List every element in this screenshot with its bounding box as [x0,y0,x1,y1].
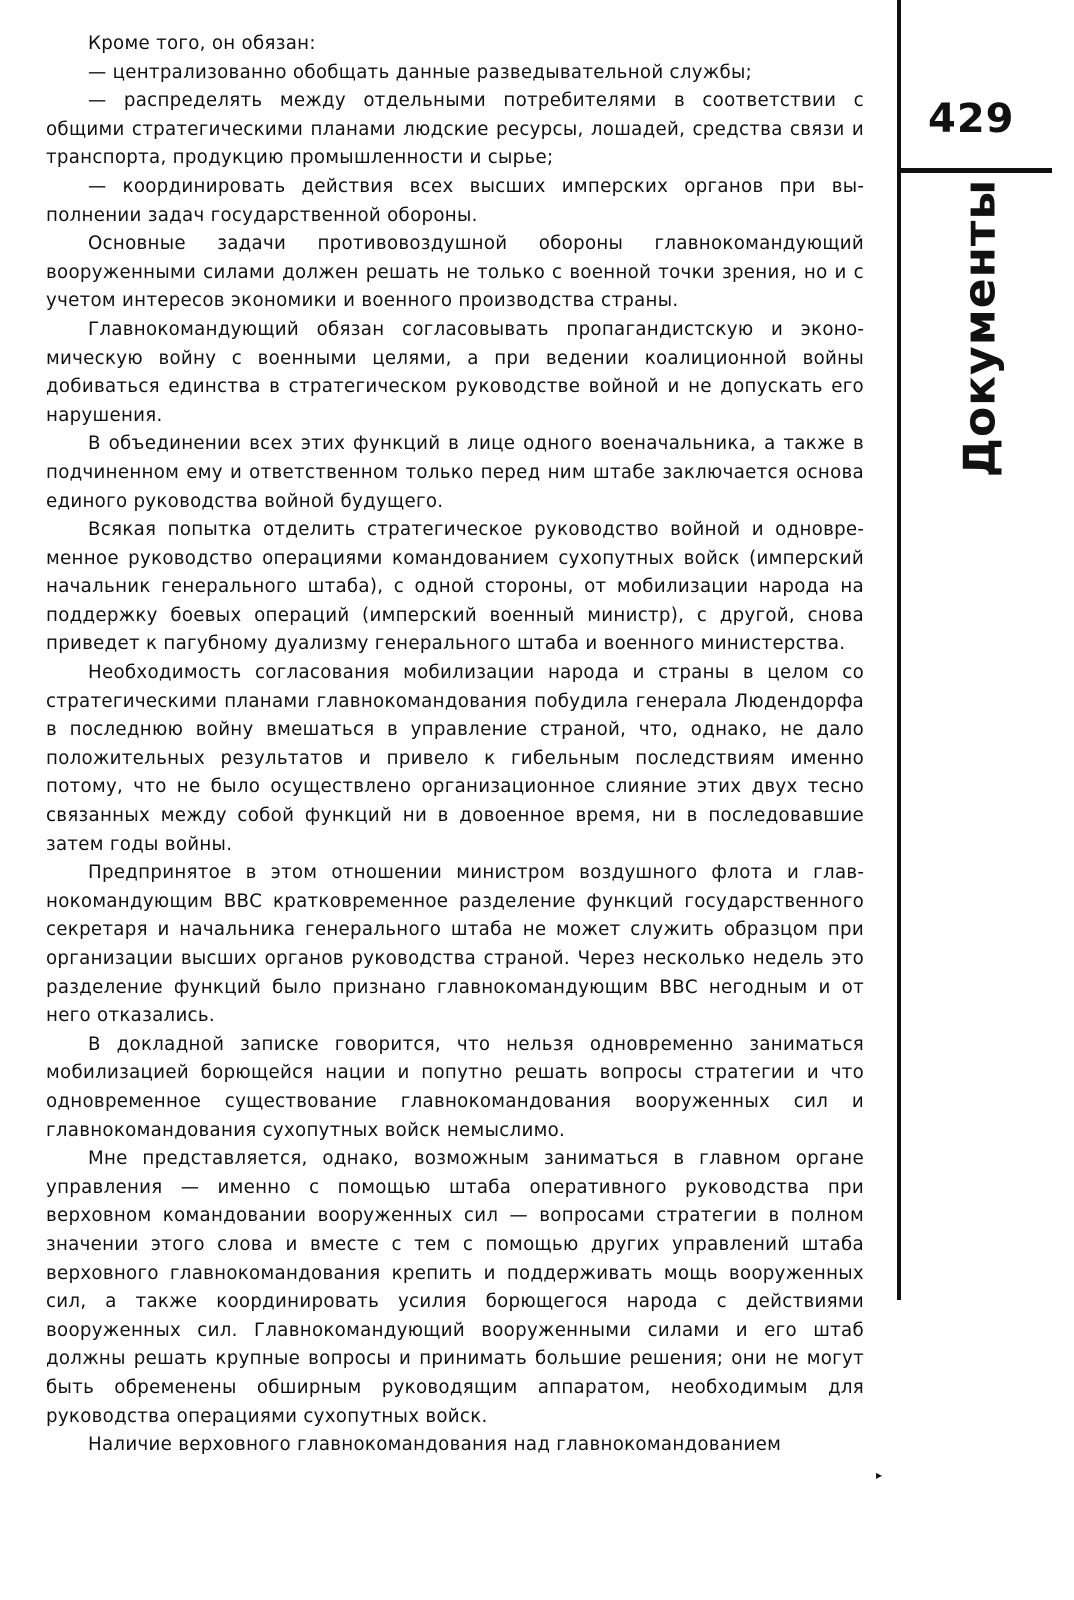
paragraph-continued: Наличие верховного главнокомандования над главнокомандованием [88,1434,782,1456]
continuation-mark-icon: ▸ [876,1468,883,1482]
paragraph-dualism: Всякая попытка отделить стратегическое руководство войной и одновременное руководство операциями командованием сухопутных войск (имперский начальник генерального штаба), с одной стороны, от мобилизации народа на поддержку боевых операций (имперский военный министр), с другой, снова приведет к пагубному дуализму генерального штаба и военного министерства. [46,519,864,655]
body-text [46,30,864,1460]
margin-vertical-rule [897,0,901,1300]
page-number-rule [897,168,1052,173]
paragraph-opinion: Мне представляется, однако, возможным заниматься в главном органе управления — именно с помощью штаба оперативного руководства при верховном командовании вооруженных сил — вопросами стратегии в полном значении этого слова и вместе с тем с помощью других управлений штаба верховного главнокомандования крепить и поддерживать мощь вооруженных сил, а также координировать усилия борющегося народа с действиями вооруженных сил. Главнокомандующий вооруженными силами и его штаб должны решать крупные вопросы и принимать большие решения; они не могут быть обременены обширным руководящим аппаратом, необходимым для руководства операциями сухопутных войск. [46,1148,864,1427]
running-head: Документы [954,178,1006,478]
paragraph-air-defense: Основные задачи противовоздушной обороны главнокомандующий вооруженными силами должен решать не только с военной точки зрения, но и с учетом интересов экономики и военного производства страны. [46,233,864,312]
paragraph-intro: Кроме того, он обязан: [88,33,316,54]
page-number: 429 [928,96,1015,142]
paragraph-air-ministry: Предпринятое в этом отношении министром воздушного флота и главнокомандующим ВВС кратковременное разделение функций государственного секретаря и начальника генерального штаба не может служить образцом при организации высших органов руководства страной. Через несколько недель это разделение функций было признано главнокомандующим ВВС негодным и от него отказались. [46,862,864,1027]
paragraph-ludendorff: Необходимость согласования мобилизации народа и страны в целом со стратегическими планами главнокомандования побудила генерала Людендорфа в последнюю войну вмешаться в управление страной, что, однако, не дало положительных результатов и привело к гибельным последствиям именно потому, что не было осуществлено организационное слияние этих двух тесно связанных между собой функций ни в довоенное время, ни в последовавшие затем годы войны. [46,662,864,855]
list-item-intelligence: — централизованно обобщать данные разведывательной службы; [88,61,753,83]
list-item-resources: — распределять между отдельными потребителями в соответствии с общими стратегическими планами людские ресурсы, лошадей, средства связи и транспорта, продукцию промышленности и сырье; [46,90,864,169]
paragraph-unified-command: В объединении всех этих функций в лице одного военачальника, а также в подчиненном ему и ответственном только перед ним штабе заключается основа единого руководства войной будущего. [46,433,864,512]
list-item-coordination: — координировать действия всех высших имперских органов при выполнении задач государственной обороны. [46,175,864,226]
paragraph-propaganda: Главнокомандующий обязан согласовывать пропагандистскую и экономическую войну с военными целями, а при ведении коалиционной войны добиваться единства в стратегическом руководстве войной и не допускать его нарушения. [46,318,864,426]
paragraph-memo: В докладной записке говорится, что нельзя одновременно заниматься мобилизацией борющейся нации и попутно решать вопросы стратегии и что одновременное существование главнокомандования вооруженных сил и главнокомандования сухопутных войск немыслимо. [46,1033,864,1141]
